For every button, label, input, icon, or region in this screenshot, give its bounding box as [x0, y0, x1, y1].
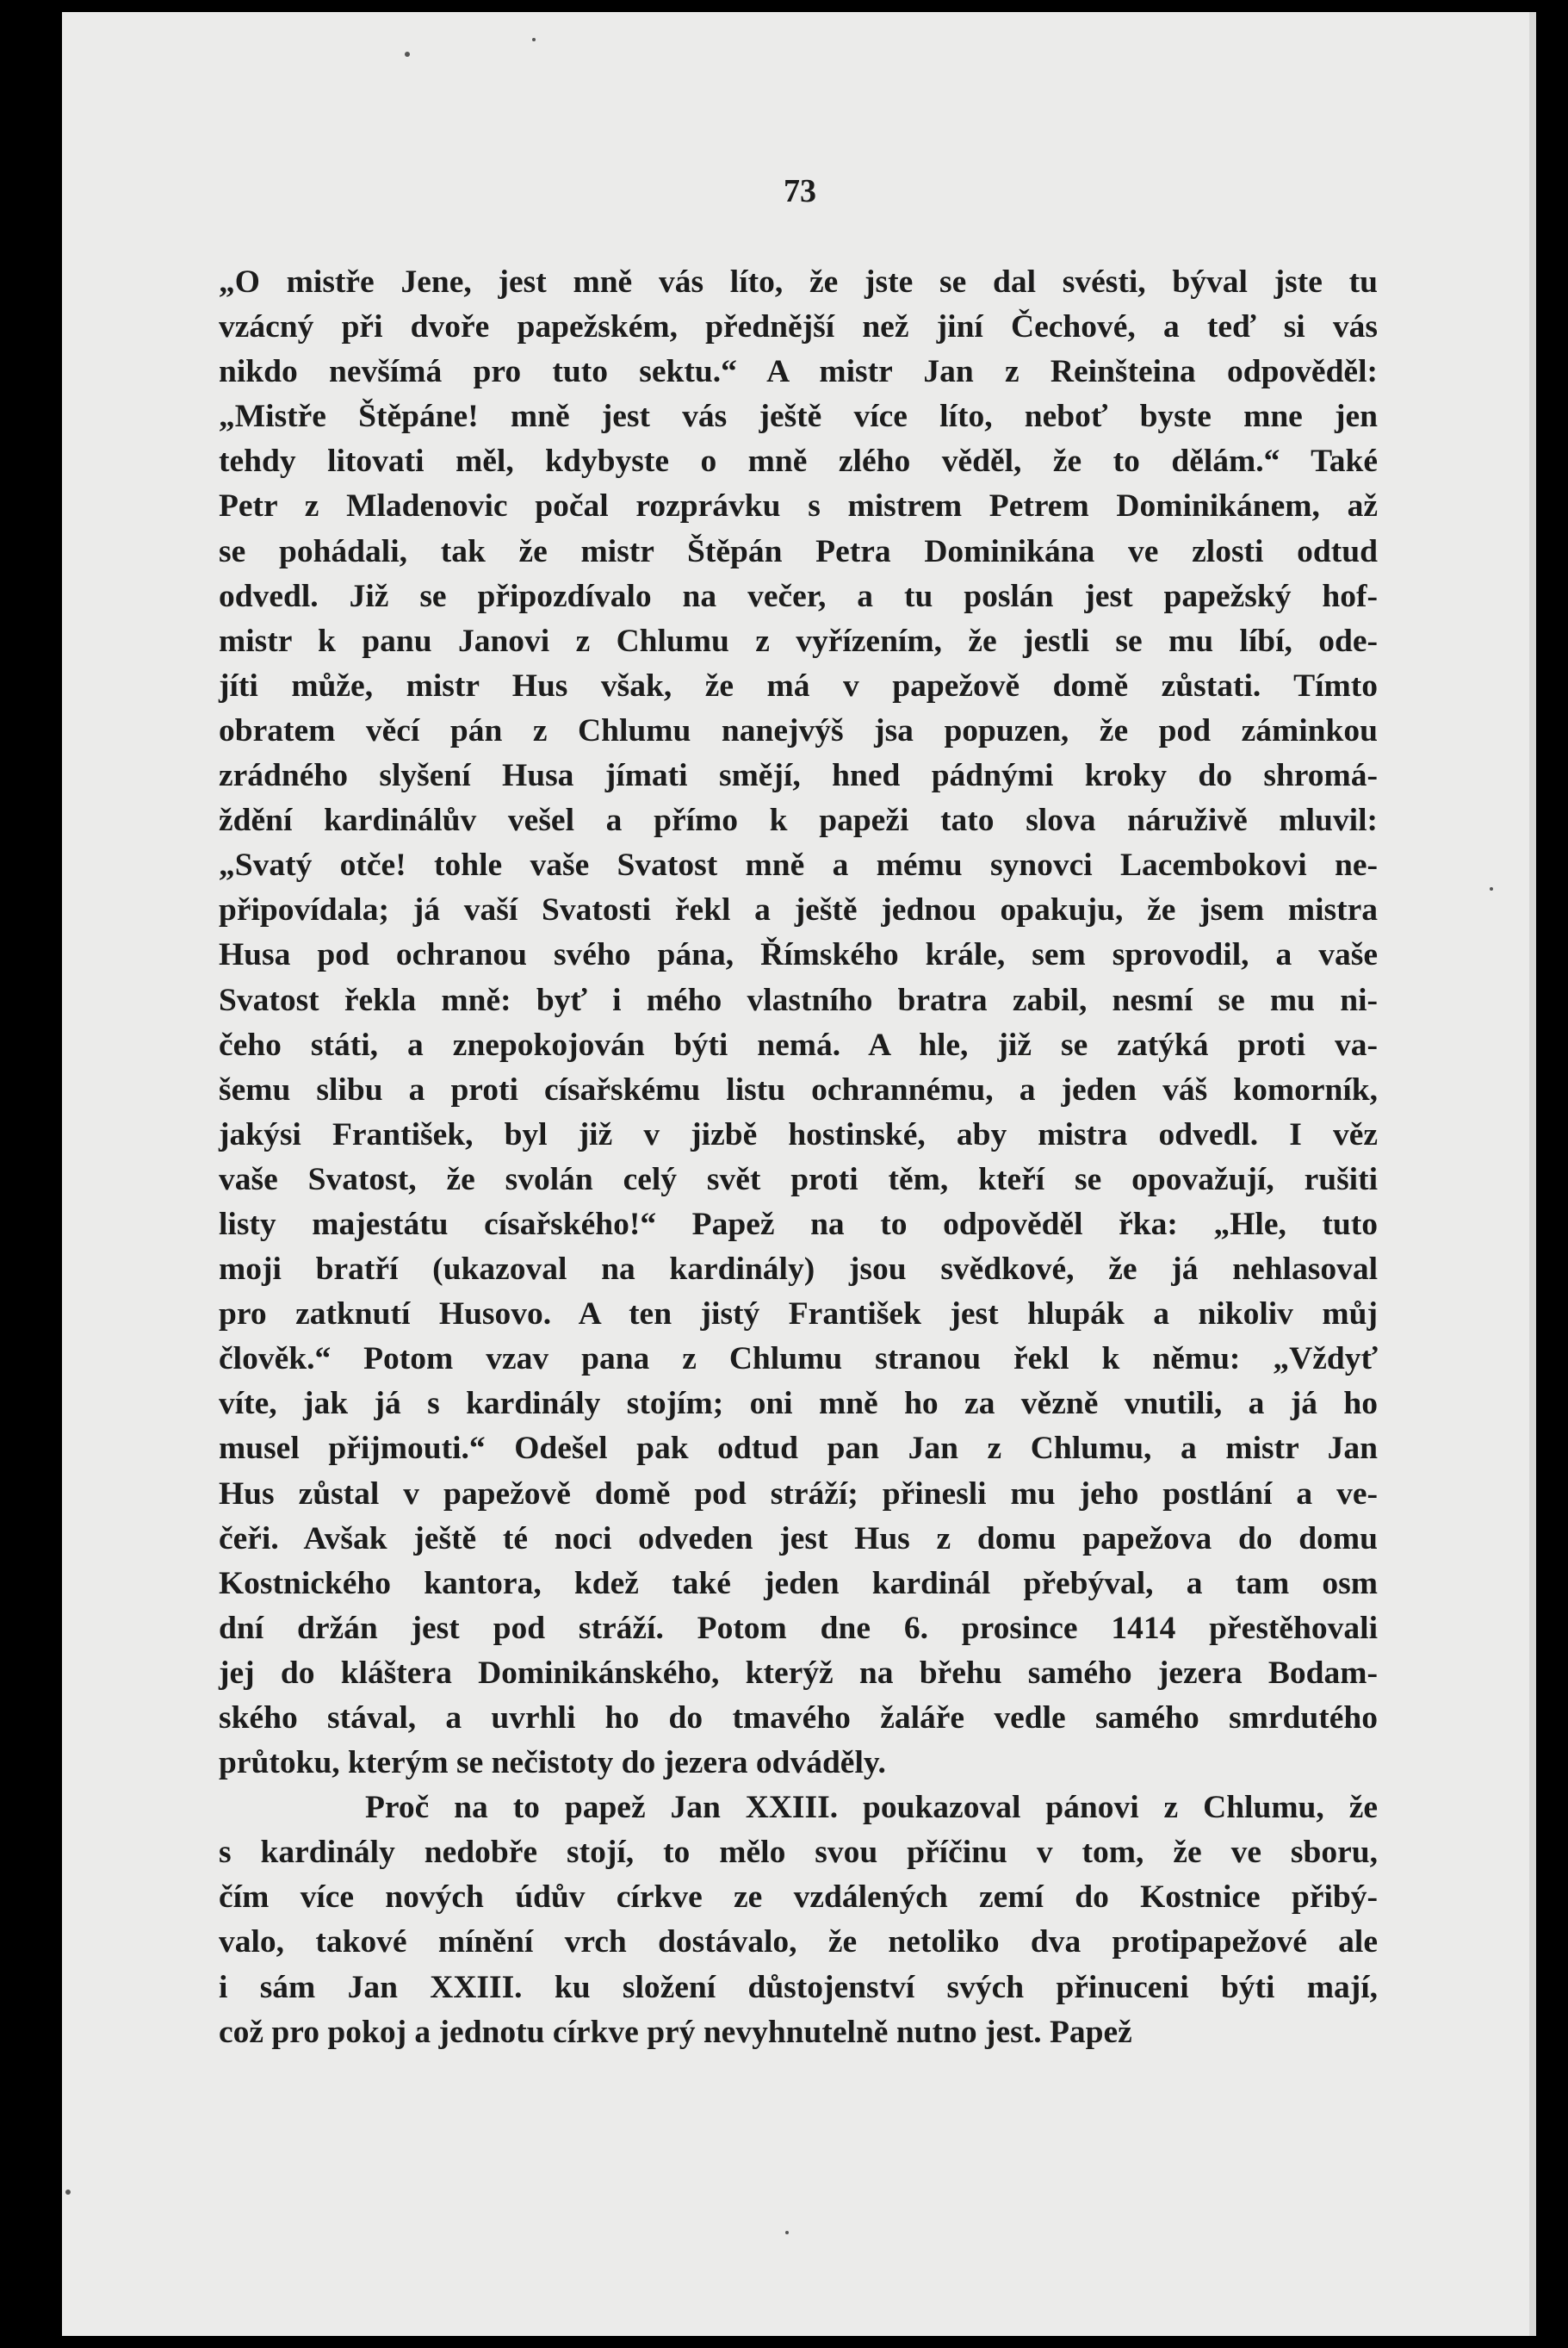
- text-line: čeho státi, a znepokojován býti nemá. A hle, již se zatýká proti va-: [219, 1027, 1378, 1063]
- text-line: Petr z Mladenovic počal rozprávku s mistrem Petrem Dominikánem, až: [219, 488, 1378, 525]
- text-line: což pro pokoj a jednotu církve prý nevyhnutelně nutno jest. Papež: [219, 2014, 1132, 2050]
- book-page: [62, 12, 1529, 2336]
- text-line: obratem věcí pán z Chlumu nanejvýš jsa popuzen, že pod záminkou: [219, 712, 1378, 749]
- text-line: člověk.“ Potom vzav pana z Chlumu stranou řekl k němu: „Vždyť: [219, 1341, 1378, 1377]
- text-line: se pohádali, tak že mistr Štěpán Petra Dominikána ve zlosti odtud: [219, 533, 1378, 569]
- page-number: 73: [784, 173, 816, 209]
- text-line: „O mistře Jene, jest mně vás líto, že jste se dal svésti, býval jste tu: [219, 264, 1378, 300]
- text-line: moji bratří (ukazoval na kardinály) jsou svědkové, že já nehlasoval: [219, 1252, 1378, 1288]
- text-line: šemu slibu a proti císařskému listu ochrannému, a jeden váš komorník,: [219, 1072, 1378, 1108]
- paragraph-2: [219, 1786, 1378, 2055]
- text-line: vaše Svatost, že svolán celý svět proti těm, kteří se opovažují, rušiti: [219, 1161, 1378, 1197]
- text-line: zrádného slyšení Husa jímati smějí, hned pádnými kroky do shromá-: [219, 758, 1378, 794]
- text-line: Hus zůstal v papežově domě pod stráží; přinesli mu jeho postlání a ve-: [219, 1475, 1378, 1512]
- text-line: jej do kláštera Dominikánského, kterýž na břehu samého jezera Bodam-: [219, 1655, 1378, 1691]
- dust-speck: [785, 2231, 789, 2234]
- text-line: listy majestátu císařského!“ Papež na to odpověděl řka: „Hle, tuto: [219, 1206, 1378, 1242]
- dust-speck: [532, 38, 536, 41]
- text-line: Husa pod ochranou svého pána, Římského krále, sem sprovodil, a vaše: [219, 937, 1378, 973]
- text-line: i sám Jan XXIII. ku složení důstojenství svých přinuceni býti mají,: [219, 1969, 1378, 2005]
- text-line: ždění kardinálův vešel a přímo k papeži tato slova náruživě mluvil:: [219, 803, 1378, 839]
- text-line: valo, takové mínění vrch dostávalo, že netoliko dva protipapežové ale: [219, 1924, 1378, 1960]
- text-line: víte, jak já s kardinály stojím; oni mně ho za vězně vnutili, a já ho: [219, 1386, 1378, 1422]
- dust-speck: [405, 52, 410, 57]
- text-line: „Mistře Štěpáne! mně jest vás ještě více líto, neboť byste mne jen: [219, 399, 1378, 435]
- text-line: ského stával, a uvrhli ho do tmavého žaláře vedle samého smrdutého: [219, 1700, 1378, 1736]
- text-line: čeři. Avšak ještě té noci odveden jest Hus z domu papežova do domu: [219, 1520, 1378, 1556]
- text-line: vzácný při dvoře papežském, přednější než jiní Čechové, a teď si vás: [219, 309, 1378, 345]
- text-line: musel přijmouti.“ Odešel pak odtud pan Jan z Chlumu, a mistr Jan: [219, 1431, 1378, 1467]
- text-line: dní držán jest pod stráží. Potom dne 6. prosince 1414 přestěhovali: [219, 1610, 1378, 1646]
- dust-speck: [1490, 887, 1493, 891]
- text-line: připovídala; já vaší Svatosti řekl a ještě jednou opakuju, že jsem mistra: [219, 892, 1378, 929]
- text-line: Proč na to papež Jan XXIII. poukazoval pánovi z Chlumu, že: [365, 1790, 1378, 1826]
- text-line: Kostnického kantora, kdež také jeden kardinál přebýval, a tam osm: [219, 1565, 1378, 1601]
- dust-speck: [65, 2190, 71, 2195]
- text-line: čím více nových údův církve ze vzdálených zemí do Kostnice přibý-: [219, 1879, 1378, 1916]
- text-line: jakýsi František, byl již v jizbě hostinské, aby mistra odvedl. I věz: [219, 1116, 1378, 1152]
- text-line: „Svatý otče! tohle vaše Svatost mně a mému synovci Lacembokovi ne-: [219, 848, 1378, 884]
- paragraph-1: [219, 260, 1378, 1786]
- text-line: mistr k panu Janovi z Chlumu z vyřízením, že jestli se mu líbí, ode-: [219, 623, 1378, 659]
- body-text: [219, 260, 1378, 2055]
- text-line: jíti může, mistr Hus však, že má v papežově domě zůstati. Tímto: [219, 668, 1378, 704]
- text-line: pro zatknutí Husovo. A ten jistý František jest hlupák a nikoliv můj: [219, 1296, 1378, 1332]
- text-line: nikdo nevšímá pro tuto sektu.“ A mistr Jan z Reinšteina odpověděl:: [219, 354, 1378, 390]
- text-line: Svatost řekla mně: byť i mého vlastního bratra zabil, nesmí se mu ni-: [219, 982, 1378, 1018]
- text-line: průtoku, kterým se nečistoty do jezera odváděly.: [219, 1745, 886, 1781]
- page-edge: [1529, 12, 1536, 2336]
- text-line: tehdy litovati měl, kdybyste o mně zlého věděl, že to dělám.“ Také: [219, 444, 1378, 480]
- text-line: s kardinály nedobře stojí, to mělo svou příčinu v tom, že ve sboru,: [219, 1835, 1378, 1871]
- text-line: odvedl. Již se připozdívalo na večer, a tu poslán jest papežský hof-: [219, 578, 1378, 614]
